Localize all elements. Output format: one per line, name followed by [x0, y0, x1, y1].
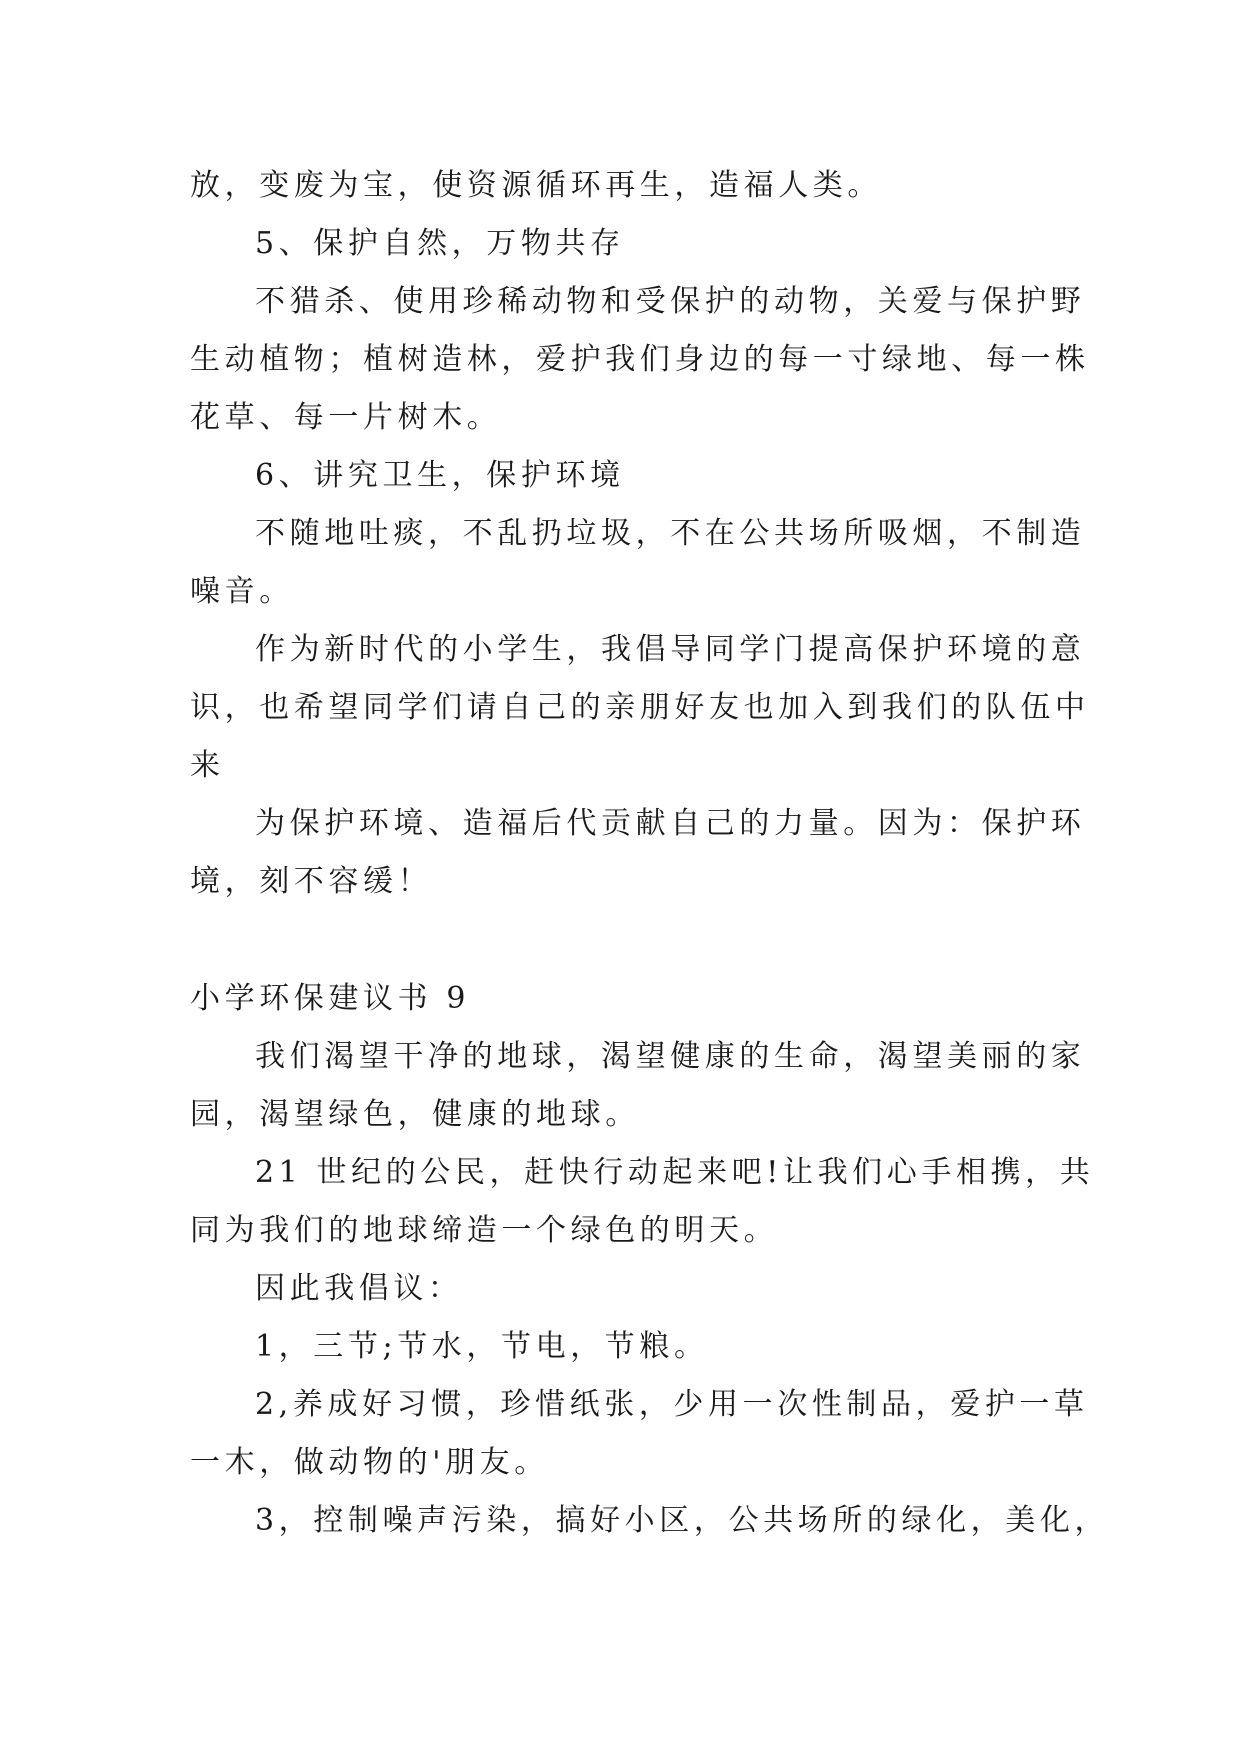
text-line: 识，也希望同学们请自己的亲朋好友也加入到我们的队伍中: [190, 690, 1090, 725]
text-line: 因此我倡议：: [255, 1271, 463, 1306]
document-title: 小学环保建议书 9: [190, 981, 471, 1016]
text-line: 不猎杀、使用珍稀动物和受保护的动物，关爱与保护野: [255, 284, 1086, 319]
text-line: 同为我们的地球缔造一个绿色的明天。: [190, 1213, 779, 1248]
text-line: 我们渴望干净的地球，渴望健康的生命，渴望美丽的家: [255, 1039, 1086, 1074]
list-item-2: 2,养成好习惯，珍惜纸张，少用一次性制品，爱护一草: [255, 1387, 1089, 1422]
section-heading-5: 5、保护自然，万物共存: [255, 226, 625, 261]
text-line: 一木，做动物的'朋友。: [190, 1445, 549, 1480]
section-heading-6: 6、讲究卫生，保护环境: [255, 458, 625, 493]
text-line: 放，变废为宝，使资源循环再生，造福人类。: [190, 168, 882, 203]
text-line: 来: [190, 748, 225, 783]
text-line: 21 世纪的公民，赶快行动起来吧!让我们心手相携，共: [255, 1155, 1095, 1190]
text-line: 为保护环境、造福后代贡献自己的力量。因为：保护环: [255, 806, 1086, 841]
text-line: 噪音。: [190, 574, 294, 609]
text-line: 园，渴望绿色，健康的地球。: [190, 1097, 640, 1132]
text-line: 作为新时代的小学生，我倡导同学门提高保护环境的意: [255, 632, 1086, 667]
text-line: 不随地吐痰，不乱扔垃圾，不在公共场所吸烟，不制造: [255, 516, 1086, 551]
text-line: 境，刻不容缓！: [190, 864, 433, 899]
list-item-3: 3，控制噪声污染，搞好小区，公共场所的绿化，美化，: [255, 1503, 1110, 1538]
text-line: 生动植物；植树造林，爱护我们身边的每一寸绿地、每一株: [190, 342, 1090, 377]
list-item-1: 1，三节;节水，节电，节粮。: [255, 1329, 709, 1364]
text-line: 花草、每一片树木。: [190, 400, 502, 435]
